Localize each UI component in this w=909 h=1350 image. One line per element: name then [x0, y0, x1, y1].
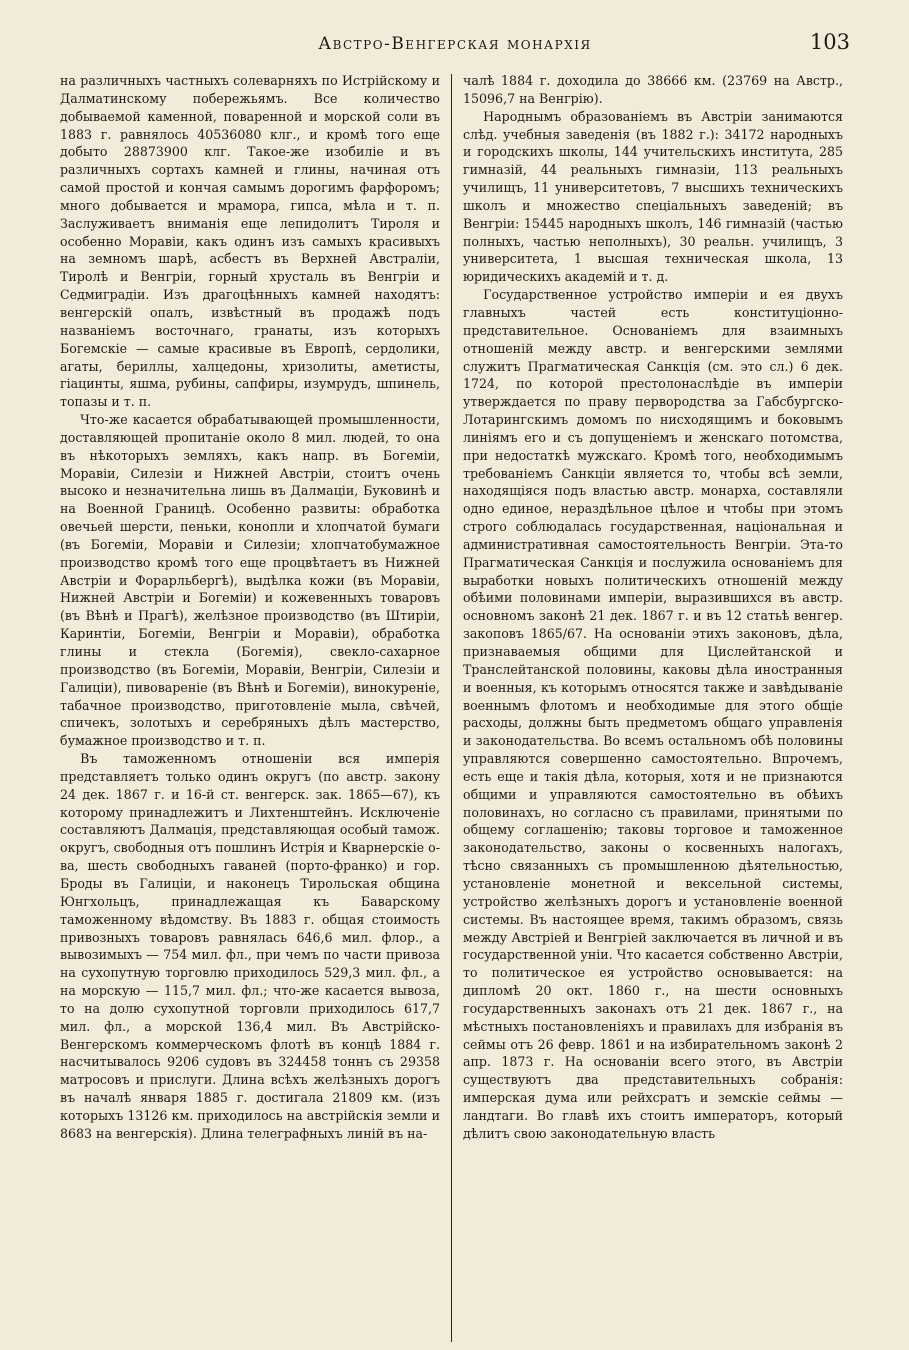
page-number: 103	[809, 30, 850, 54]
paragraph: Народнымъ образованіемъ въ Австріи занимаются слѣд. учебныя заведенія (въ 1882 г.): 34172 народныхъ и городскихъ школы, 144 учительскихъ института, 285 гимназій, 44 реальныхъ гимназіи, 113 реальныхъ училищъ, 11 университетовъ, 7 высшихъ техническихъ школъ и множество спеціальныхъ заведеній; въ Венгріи: 15445 народныхъ школъ, 146 гимназій (частью полныхъ, частью неполныхъ), 30 реальн. училищъ, 3 университета, 1 высшая техническая школа, 13 юридическихъ академій и т. д.	[463, 108, 843, 285]
page-header	[60, 30, 850, 64]
right-column	[463, 72, 843, 1342]
paragraph: Въ таможенномъ отношеніи вся имперія представляетъ только одинъ округъ (по австр. закону 24 дек. 1867 г. и 16-й ст. венгерск. зак. 1865—67), къ которому принадлежитъ и Лихтенштейнъ. Исключеніе составляютъ Далмація, представляющая особый тамож. округъ, свободныя отъ пошлинъ Истрія и Кварнерскіе о-ва, шесть свободныхъ гаваней (порто-франко) и гор. Броды въ Галиціи, и наконецъ Тирольская община Юнгхольцъ, принадлежащая къ Баварскому таможенному вѣдомству. Въ 1883 г. общая стоимость привозныхъ товаровъ равнялась 646,6 мил. флор., а вывозимыхъ — 754 мил. фл., при чемъ по части привоза на сухопутную торговлю приходилось 529,3 мил. фл., а на морскую — 115,7 мил. фл.; что-же касается вывоза, то на долю сухопутной торговли приходилось 617,7 мил. фл., а морской 136,4 мил. Въ Австрійско-Венгерскомъ коммерческомъ флотѣ въ концѣ 1884 г. насчитывалось 9206 судовъ въ 324458 тоннъ съ 29358 матросовъ и прислуги. Длина всѣхъ желѣзныхъ дорогъ въ началѣ января 1885 г. достигала 21809 км. (изъ которыхъ 13126 км. приходилось на австрійскія земли и 8683 на венгерскія). Длина телеграфныхъ линій въ на-	[60, 751, 440, 1141]
paragraph: чалѣ 1884 г. доходила до 38666 км. (23769 на Австр., 15096,7 на Венгрію).	[463, 73, 843, 106]
paragraph: на различныхъ частныхъ солеварняхъ по Истрійскому и Далматинскому побережьямъ. Все количество добываемой каменной, поваренной и морской соли въ 1883 г. равнялось 40536080 клг., и кромѣ того еще добыто 28873900 клг. Такое-же изобиліе и въ различныхъ сортахъ камней и глины, начиная отъ самой простой и кончая самымъ дорогимъ фарфоромъ; много добывается и мрамора, гипса, мѣла и т. п. Заслуживаетъ вниманія еще лепидолитъ Тироля и особенно Моравіи, какъ одинъ изъ самыхъ красивыхъ на земномъ шарѣ, асбестъ въ Верхней Австраліи, Тиролѣ и Венгріи, горный хрусталь въ Венгріи и Седмиградіи. Изъ драгоцѣнныхъ камней находятъ: венгерскій опалъ, извѣстный въ продажѣ подъ названіемъ восточнаго, гранаты, изъ которыхъ Богемскіе — самые красивые въ Европѣ, сердолики, агаты, бериллы, халцедоны, хризолиты, аметисты, гіацинты, яшма, рубины, сапфиры, изумрудъ, шпинель, топазы и т. п.	[60, 73, 440, 410]
paragraph: Государственное устройство имперіи и ея двухъ главныхъ частей есть конституціонно-представительное. Основаніемъ для взаимныхъ отношеній между австр. и венгерскими землями служитъ Прагматическая Санкція (см. это сл.) 6 дек. 1724, по которой престолонаслѣдіе въ имперіи утверждается по праву первородства за Габсбургско-Лотарингскимъ домомъ по нисходящимъ и боковымъ линіямъ его и съ допущеніемъ и женскаго потомства, при недостаткѣ мужскаго. Кромѣ того, необходимымъ требованіемъ Санкціи является то, чтобы всѣ земли, находящіяся подъ властью австр. монарха, составляли одно единое, нераздѣльное цѣлое и чтобы при этомъ строго соблюдалась государственная, національная и административная самостоятельность Венгріи. Эта-то Прагматическая Санкція и послужила основаніемъ для выработки новыхъ политическихъ отношеній между обѣими половинами имперіи, выразившихся въ австр. основномъ законѣ 21 дек. 1867 г. и въ 12 статьѣ венгер. закоповъ 1865/67. На основаніи этихъ законовъ, дѣла, признаваемыя общими для Цислейтанской и Транслейтанской половины, каковы дѣла иностранныя и военныя, къ которымъ относятся также и завѣдываніе военнымъ флотомъ и необходимые для этого общіе расходы, должны быть предметомъ общаго управленія и законодательства. Во всемъ остальномъ обѣ половины управляются совершенно самостоятельно. Впрочемъ, есть еще и такія дѣла, которыя, хотя и не признаются общими и управляются самостоятельно въ обѣихъ половинахъ, но согласно съ правилами, принятыми по общему соглашенію; таковы торговое и таможенное законодательство, законы о косвенныхъ налогахъ, тѣсно связанныхъ съ промышленною дѣятельностью, установленіе монетной и вексельной системы, устройство желѣзныхъ дорогъ и установленіе военной системы. Въ настоящее время, такимъ образомъ, связь между Австріей и Венгріей заключается въ личной и въ государственной уніи. Что касается собственно Австріи, то политическое ея устройство основывается: на дипломѣ 20 окт. 1860 г., на шести основныхъ государственныхъ законахъ отъ 21 дек. 1867 г., на мѣстныхъ постановленіяхъ и правилахъ для избранія въ сеймы отъ 26 февр. 1861 и на избирательномъ законѣ 2 апр. 1873 г. На основаніи всего этого, въ Австріи существуютъ два представительныхъ собранія: имперская дума или рейхсратъ и земскіе сеймы — ландтаги. Во главѣ ихъ стоитъ императоръ, который дѣлитъ свою законодательную власть	[463, 287, 843, 1141]
column-divider	[451, 74, 452, 1342]
running-title: Австро-Венгерская монархія	[318, 34, 592, 54]
left-column	[60, 72, 440, 1342]
paragraph: Что-же касается обрабатывающей промышленности, доставляющей пропитаніе около 8 мил. людей, то она въ нѣкоторыхъ земляхъ, какъ напр. въ Богеміи, Моравіи, Силезіи и Нижней Австріи, стоитъ очень высоко и незначительна лишь въ Далмаціи, Буковинѣ и на Военной Границѣ. Особенно развиты: обработка овечьей шерсти, пеньки, конопли и хлопчатой бумаги (въ Богеміи, Моравіи и Силезіи; хлопчатобумажное производство кромѣ того еще процвѣтаетъ въ Нижней Австріи и Форарльбергѣ), выдѣлка кожи (въ Моравіи, Нижней Австріи и Богеміи) и кожевенныхъ товаровъ (въ Вѣнѣ и Прагѣ), желѣзное производство (въ Штиріи, Каринтіи, Богеміи, Венгріи и Моравіи), обработка глины и стекла (Богемія), свекло-сахарное производство (въ Богеміи, Моравіи, Венгріи, Силезіи и Галиціи), пивовареніе (въ Вѣнѣ и Богеміи), винокуреніе, табачное производство, приготовленіе мыла, свѣчей, спичекъ, золотыхъ и серебряныхъ дѣлъ мастерство, бумажное производство и т. п.	[60, 412, 440, 749]
